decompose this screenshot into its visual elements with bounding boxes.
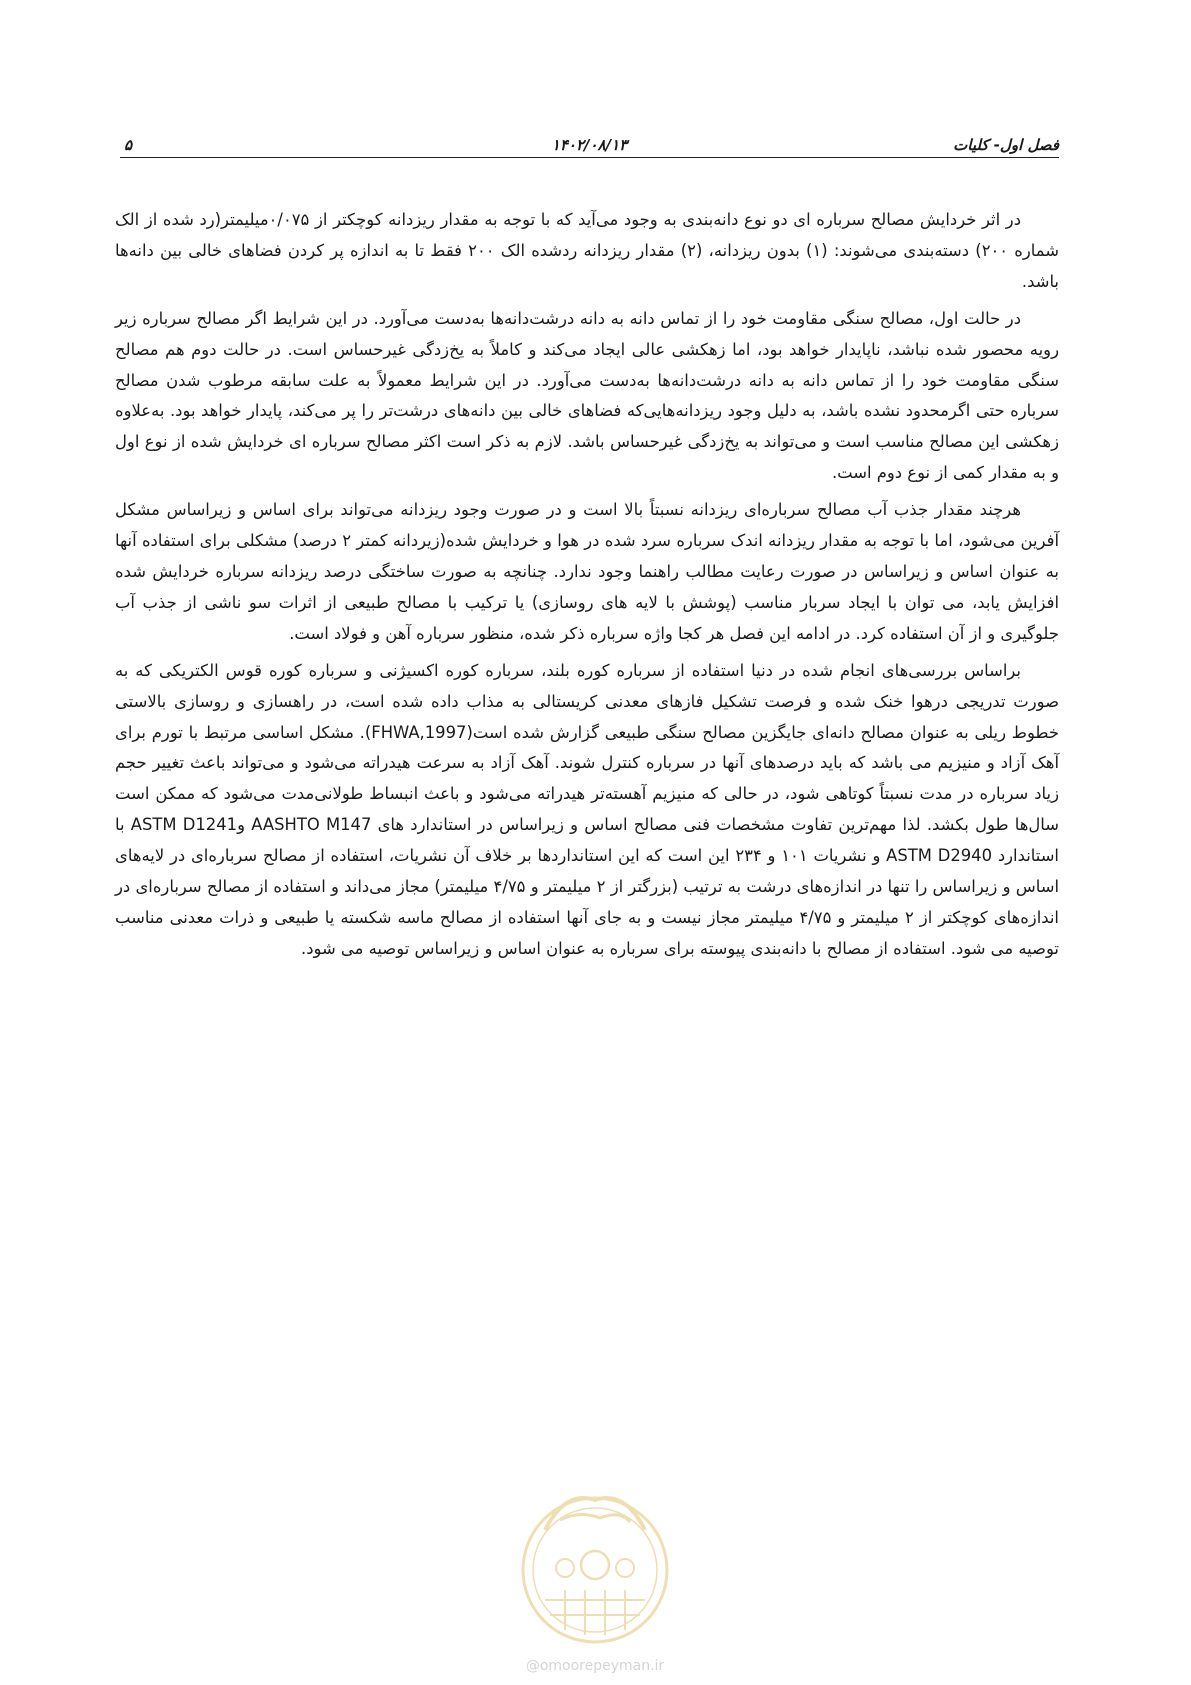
page-number: ۵ <box>124 136 133 154</box>
paragraph: در اثر خردایش مصالح سرباره ای دو نوع دانه‌بندی به وجود می‌آید که با توجه به مقدار ریزدانه کوچکتر از ۰/۰۷۵میلیمتر(رد شده از الک شماره ۲۰۰) دسته‌بندی می‌شوند: (۱) بدون ریزدانه، (۲) مقدار ریزدانه ردشده الک ۲۰۰ فقط تا به اندازه پر کردن فضاهای خالی بین دانه‌ها باشد. <box>115 210 1060 291</box>
seal-icon <box>505 1470 685 1655</box>
page-header <box>120 133 1059 158</box>
body-text <box>115 205 1059 971</box>
paragraph: در حالت اول، مصالح سنگی مقاومت خود را از تماس دانه به دانه درشت‌دانه‌ها به‌دست می‌آورد. در این شرایط اگر مصالح سرباره زیر رویه محصور شده نباشد، ناپایدار خواهد بود، اما زهکشی عالی ایجاد می‌کند و کاملاً به یخ‌زدگی غیرحساس است. در حالت دوم هم مصالح سنگی مقاومت خود را از تماس دانه به دانه درشت‌دانه‌ها به‌دست می‌آورد. در این شرایط معمولاً به علت سابقه مرطوب شدن مصالح سرباره حتی اگرمحدود نشده باشد، به دلیل وجود ریزدانه‌هایی‌که فضاهای خالی بین دانه‌های درشت‌تر را پر می‌کند، پایدار خواهد بود. به‌علاوه زهکشی این مصالح مناسب است و می‌تواند به یخ‌زدگی غیرحساس باشد. لازم به ذکر است اکثر مصالح سرباره ای خردایش شده از نوع اول و به مقدار کمی از نوع دوم است. <box>115 308 1059 483</box>
paragraph: براساس بررسی‌های انجام شده در دنیا استفاده از سرباره کوره بلند، سرباره کوره اکسیژنی و سرباره کوره قوس الکتریکی که به صورت تدریجی درهوا خنک شده و فرصت تشکیل فازهای معدنی کریستالی به مذاب داده شده است، در راهسازی و روسازی بالاستی خطوط ریلی به عنوان مصالح دانه‌ای جایگزین مصالح سنگی طبیعی گزارش شده است(FHWA,1997). مشکل اساسی مرتبط با تورم برای آهک آزاد و منیزیم می باشد که باید درصدهای آنها در سرباره کنترل شوند. آهک آزاد به سرعت هیدراته می‌شود و می‌تواند باعث تغییر حجم زیاد سرباره در مدت نسبتاً کوتاهی شود، در حالی که منیزیم آهسته‌تر هیدراته می‌شود و باعث انبساط طولانی‌مدت می‌شود که ممکن است سال‌ها طول بکشد. لذا مهم‌ترین تفاوت مشخصات فنی مصالح اساس و زیراساس در استاندارد های AASHTO M147 وASTM D1241 با استاندارد ASTM D2940 و نشریات ۱۰۱ و ۲۳۴ این است که این استانداردها بر خلاف آن نشریات، استفاده از مصالح سرباره‌ای در لایه‌های اساس و زیراساس را تنها در اندازه‌های درشت به ترتیب (بزرگتر از ۲ میلیمتر و ۴/۷۵ میلیمتر) مجاز می‌داند و استفاده از مصالح سرباره‌ای در اندازه‌های کوچکتر از ۲ میلیمتر و ۴/۷۵ میلیمتر مجاز نیست و به جای آنها استفاده از مصالح ماسه شکسته یا طبیعی و ذرات معدنی مناسب توصیه می شود. استفاده از مصالح با دانه‌بندی پیوسته برای سرباره به عنوان اساس و زیراساس توصیه می شود. <box>115 660 1059 958</box>
chapter-title: فصل اول- کلیات <box>953 136 1059 154</box>
paragraph: هرچند مقدار جذب آب مصالح سرباره‌ای ریزدانه نسبتاً بالا است و در صورت وجود ریزدانه می‌تواند برای اساس و زیراساس مشکل آفرین می‌شود، اما با توجه به مقدار ریزدانه اندک سرباره سرد شده در هوا و خردایش شده(زیردانه کمتر ۲ درصد) مشکلی برای استفاده آنها به عنوان اساس و زیراساس در صورت رعایت مطالب راهنما وجود ندارد. چنانچه به صورت ساختگی درصد ریزدانه سرباره خردایش شده افزایش یابد، می توان با ایجاد سربار مناسب (پوشش با لایه های روسازی) یا ترکیب با مصالح طبیعی از اثرات سو ناشی از جذب آب جلوگیری و از آن استفاده کرد. در ادامه این فصل هر کجا واژه سرباره ذکر شده، منظور سرباره آهن و فولاد است. <box>115 500 1059 643</box>
header-date: ۱۴۰۲/۰۸/۱۳ <box>551 136 628 154</box>
watermark-url: @omoorepeyman.ir <box>525 1658 665 1674</box>
watermark-logo <box>505 1470 685 1674</box>
